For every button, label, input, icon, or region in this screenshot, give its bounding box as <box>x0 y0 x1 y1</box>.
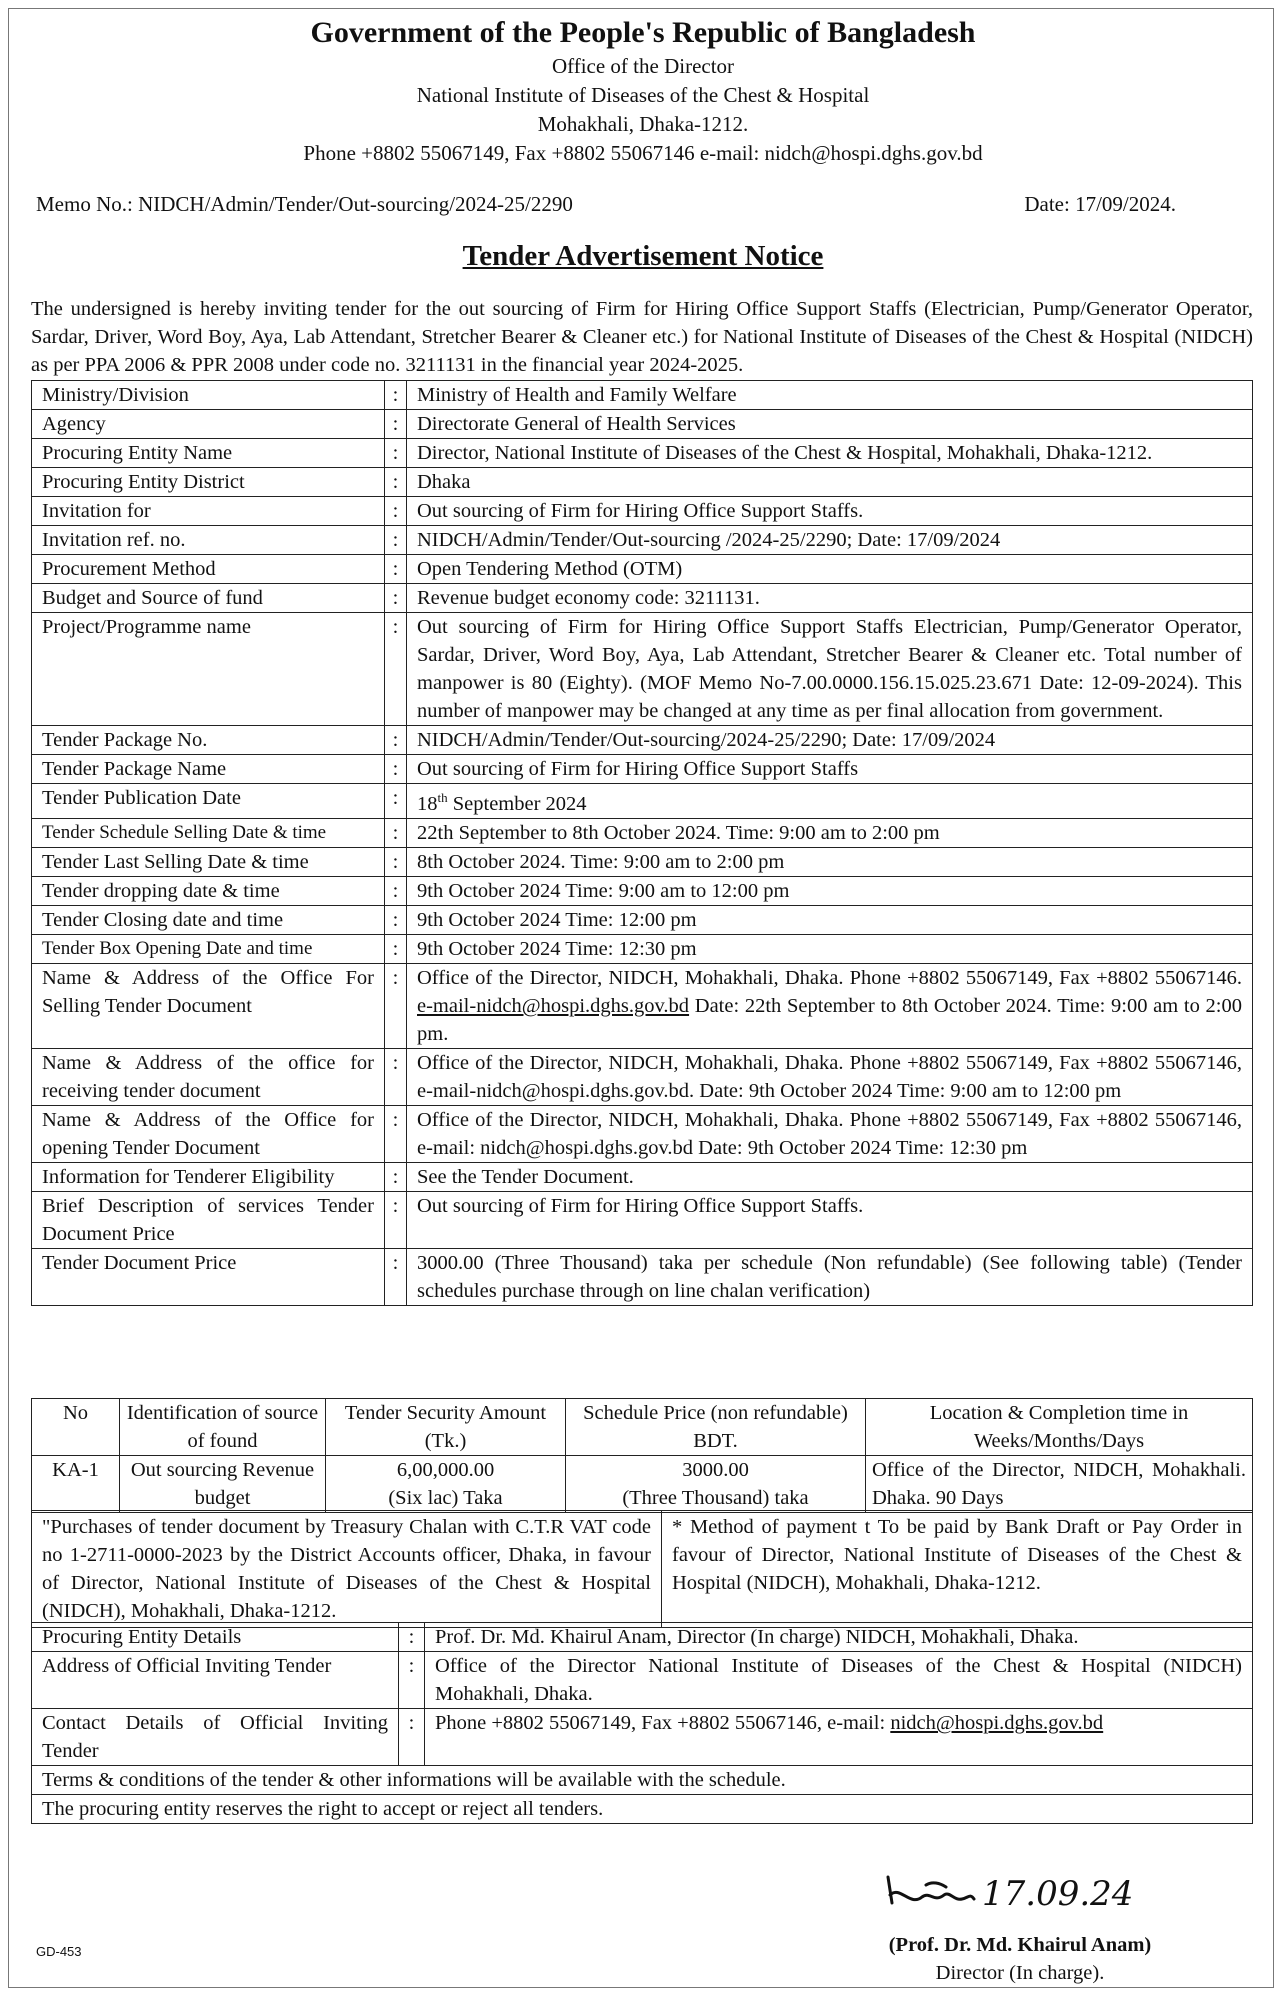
cell-price <box>566 1456 866 1513</box>
memo-date: Date: 17/09/2024. <box>1024 192 1176 216</box>
row-value <box>425 1709 1253 1766</box>
row-label: Ministry/Division <box>32 381 385 410</box>
colon: : <box>385 755 407 784</box>
col-header-no: No <box>32 1399 120 1456</box>
publication-month-year: September 2024 <box>447 792 587 815</box>
row-value: NIDCH/Admin/Tender/Out-sourcing/2024-25/2290; Date: 17/09/2024 <box>407 726 1253 755</box>
table-row <box>32 584 1253 613</box>
colon: : <box>385 1162 407 1191</box>
row-label: Tender Last Selling Date & time <box>32 847 385 876</box>
table-row <box>32 497 1253 526</box>
colon: : <box>385 613 407 726</box>
row-value: 8th October 2024. Time: 9:00 am to 2:00 pm <box>407 847 1253 876</box>
selling-office-email-link[interactable]: e-mail-nidch@hospi.dghs.gov.bd <box>417 994 690 1017</box>
contact-email-link[interactable]: nidch@hospi.dghs.gov.bd <box>890 1712 1104 1734</box>
intro-paragraph: The undersigned is hereby inviting tender for the out sourcing of Firm for Hiring Office Support Staffs (Electrician, Pump/Generator Operator, Sardar, Driver, Word Boy, Aya, Lab Attendant, Stretcher Bearer & Cleaner etc.) for National Institute of Diseases of the Chest & Hospital (NIDCH) as per PPA 2006 & PPR 2008 under code no. 3211131 in the financial year 2024-2025. <box>31 298 1253 376</box>
table-row <box>32 1105 1253 1162</box>
table-row <box>32 1511 1253 1628</box>
colon: : <box>385 876 407 905</box>
table-row <box>32 1623 1253 1652</box>
colon: : <box>385 1048 407 1105</box>
row-label: Agency <box>32 410 385 439</box>
row-value: 9th October 2024 Time: 9:00 am to 12:00 pm <box>407 876 1253 905</box>
row-label: Tender Document Price <box>32 1248 385 1305</box>
table-row <box>32 1766 1253 1795</box>
row-label: Project/Programme name <box>32 613 385 726</box>
contact-table <box>31 1622 1253 1824</box>
colon: : <box>385 584 407 613</box>
payment-table <box>31 1510 1253 1628</box>
col-header-price: Schedule Price (non refundable) BDT. <box>566 1399 866 1456</box>
institute-line: National Institute of Diseases of the Chest & Hospital <box>416 83 870 107</box>
row-value: Revenue budget economy code: 3211131. <box>407 584 1253 613</box>
colon: : <box>385 934 407 963</box>
row-value <box>407 963 1253 1048</box>
table-row <box>32 876 1253 905</box>
notice-title: Tender Advertisement Notice <box>462 240 824 272</box>
row-value: Out sourcing of Firm for Hiring Office Support Staffs. <box>407 497 1253 526</box>
table-row <box>32 439 1253 468</box>
office-line: Office of the Director <box>551 54 735 78</box>
col-header-location: Location & Completion time in Weeks/Months/Days <box>866 1399 1253 1456</box>
row-value <box>407 784 1253 819</box>
row-value: Ministry of Health and Family Welfare <box>407 381 1253 410</box>
table-row <box>32 1652 1253 1709</box>
signature-block <box>790 1855 1250 1987</box>
table-row <box>32 613 1253 726</box>
colon: : <box>385 818 407 847</box>
handwritten-date: 17.09.24 <box>982 1874 1134 1914</box>
row-label: Contact Details of Official Inviting Tender <box>32 1709 399 1766</box>
payment-treasury-note: "Purchases of tender document by Treasury Chalan with C.T.R VAT code no 1-2711-0000-2023 by the District Accounts officer, Dhaka, in favour of Director, National Institute of Diseases of the Chest & Hospital (NIDCH), Mohakhali, Dhaka-1212. <box>32 1511 662 1628</box>
row-value: NIDCH/Admin/Tender/Out-sourcing /2024-25/2290; Date: 17/09/2024 <box>407 526 1253 555</box>
row-value: Director, National Institute of Diseases of the Chest & Hospital, Mohakhali, Dhaka-1212. <box>407 439 1253 468</box>
table-row <box>32 381 1253 410</box>
table-row <box>32 818 1253 847</box>
colon: : <box>385 410 407 439</box>
address-line: Mohakhali, Dhaka-1212. <box>537 112 749 136</box>
row-label: Procuring Entity Name <box>32 439 385 468</box>
row-label: Procurement Method <box>32 555 385 584</box>
table-row <box>32 726 1253 755</box>
contact-phone-fax: Phone +8802 55067149, Fax +8802 55067146, e-mail: <box>435 1712 891 1734</box>
row-label: Brief Description of services Tender Document Price <box>32 1191 385 1248</box>
colon: : <box>385 726 407 755</box>
table-row <box>32 784 1253 819</box>
table-row <box>32 1191 1253 1248</box>
colon: : <box>385 439 407 468</box>
row-value: See the Tender Document. <box>407 1162 1253 1191</box>
colon: : <box>385 784 407 819</box>
row-value: 3000.00 (Three Thousand) taka per schedule (Non refundable) (See following table) (Tender schedules purchase through on line chalan verification) <box>407 1248 1253 1305</box>
security-words: (Six lac) Taka <box>388 1487 503 1509</box>
memo-number: Memo No.: NIDCH/Admin/Tender/Out-sourcing/2024-25/2290 <box>36 192 573 216</box>
colon: : <box>385 468 407 497</box>
col-header-security: Tender Security Amount (Tk.) <box>326 1399 566 1456</box>
row-label: Name & Address of the Office For Selling Tender Document <box>32 963 385 1048</box>
row-value: Office of the Director, NIDCH, Mohakhali, Dhaka. Phone +8802 55067149, Fax +8802 55067146, e-mail: nidch@hospi.dghs.gov.bd Date: 9th October 2024 Time: 12:30 pm <box>407 1105 1253 1162</box>
colon: : <box>385 1248 407 1305</box>
schedule-price-table <box>31 1398 1253 1513</box>
colon: : <box>385 497 407 526</box>
table-row <box>32 526 1253 555</box>
colon: : <box>385 381 407 410</box>
row-label: Tender Publication Date <box>32 784 385 819</box>
signatory-designation: Director (In charge). <box>935 1962 1105 1984</box>
government-title: Government of the People's Republic of Bangladesh <box>310 16 976 49</box>
table-header-row <box>32 1399 1253 1456</box>
row-value: 9th October 2024 Time: 12:30 pm <box>407 934 1253 963</box>
colon: : <box>385 847 407 876</box>
publication-day-suffix: th <box>437 790 448 805</box>
colon: : <box>399 1652 425 1709</box>
row-value: Directorate General of Health Services <box>407 410 1253 439</box>
security-amount: 6,00,000.00 <box>396 1459 495 1481</box>
table-row <box>32 963 1253 1048</box>
row-label: Tender Schedule Selling Date & time <box>32 818 385 847</box>
reserve-note: The procuring entity reserves the right to accept or reject all tenders. <box>32 1795 1253 1824</box>
signatory-name: (Prof. Dr. Md. Khairul Anam) <box>888 1934 1152 1956</box>
table-row <box>32 1248 1253 1305</box>
row-label: Address of Official Inviting Tender <box>32 1652 399 1709</box>
row-value: 9th October 2024 Time: 12:00 pm <box>407 905 1253 934</box>
table-row <box>32 905 1253 934</box>
colon: : <box>385 963 407 1048</box>
row-label: Procuring Entity District <box>32 468 385 497</box>
row-label: Tender Package Name <box>32 755 385 784</box>
cell-source: Out sourcing Revenue budget <box>120 1456 326 1513</box>
cell-no: KA-1 <box>32 1456 120 1513</box>
row-value: Office of the Director, NIDCH, Mohakhali, Dhaka. Phone +8802 55067149, Fax +8802 55067146, e-mail-nidch@hospi.dghs.gov.bd. Date: 9th October 2024 Time: 9:00 am to 12:00 pm <box>407 1048 1253 1105</box>
cell-security <box>326 1456 566 1513</box>
colon: : <box>399 1709 425 1766</box>
table-row <box>32 1795 1253 1824</box>
payment-method-note: * Method of payment t To be paid by Bank Draft or Pay Order in favour of Director, National Institute of Diseases of the Chest & Hospital (NIDCH), Mohakhali, Dhaka-1212. <box>662 1511 1253 1628</box>
table-row <box>32 1048 1253 1105</box>
row-value: Open Tendering Method (OTM) <box>407 555 1253 584</box>
terms-note: Terms & conditions of the tender & other informations will be available with the schedule. <box>32 1766 1253 1795</box>
row-value: Out sourcing of Firm for Hiring Office Support Staffs. <box>407 1191 1253 1248</box>
table-row <box>32 468 1253 497</box>
colon: : <box>385 526 407 555</box>
row-label: Name & Address of the office for receiving tender document <box>32 1048 385 1105</box>
contact-line: Phone +8802 55067149, Fax +8802 55067146 e-mail: nidch@hospi.dghs.gov.bd <box>303 141 983 165</box>
row-label: Tender Box Opening Date and time <box>32 934 385 963</box>
row-label: Budget and Source of fund <box>32 584 385 613</box>
table-row <box>32 1456 1253 1513</box>
row-label: Tender dropping date & time <box>32 876 385 905</box>
col-header-source: Identification of source of found <box>120 1399 326 1456</box>
colon: : <box>385 1191 407 1248</box>
table-row <box>32 410 1253 439</box>
row-value: Prof. Dr. Md. Khairul Anam, Director (In charge) NIDCH, Mohakhali, Dhaka. <box>425 1623 1253 1652</box>
row-label: Information for Tenderer Eligibility <box>32 1162 385 1191</box>
form-code: GD-453 <box>36 1944 82 1959</box>
row-label: Invitation for <box>32 497 385 526</box>
colon: : <box>385 1105 407 1162</box>
table-row <box>32 755 1253 784</box>
row-value: Dhaka <box>407 468 1253 497</box>
letterhead <box>0 14 1286 168</box>
table-row <box>32 555 1253 584</box>
colon: : <box>399 1623 425 1652</box>
table-row <box>32 934 1253 963</box>
table-row <box>32 1162 1253 1191</box>
row-label: Tender Closing date and time <box>32 905 385 934</box>
colon: : <box>385 905 407 934</box>
selling-office-dates: Date: 22th September to 8th October 2024. Time: 9:00 am to 2:00 pm. <box>417 994 1242 1045</box>
row-label: Tender Package No. <box>32 726 385 755</box>
table-row <box>32 1709 1253 1766</box>
price-words: (Three Thousand) taka <box>622 1487 809 1509</box>
selling-office-text: Office of the Director, NIDCH, Mohakhali, Dhaka. Phone +8802 55067149, Fax +8802 55067146. <box>417 966 1242 989</box>
cell-location: Office of the Director, NIDCH, Mohakhali. Dhaka. 90 Days <box>866 1456 1253 1513</box>
row-label: Name & Address of the Office for opening Tender Document <box>32 1105 385 1162</box>
handwritten-signature <box>870 1855 1170 1925</box>
price-amount: 3000.00 <box>682 1459 749 1481</box>
publication-day: 18 <box>417 792 438 815</box>
tender-info-table <box>31 380 1253 1306</box>
row-label: Invitation ref. no. <box>32 526 385 555</box>
colon: : <box>385 555 407 584</box>
table-row <box>32 847 1253 876</box>
row-value: Out sourcing of Firm for Hiring Office Support Staffs <box>407 755 1253 784</box>
row-label: Procuring Entity Details <box>32 1623 399 1652</box>
memo-row <box>36 190 1176 218</box>
row-value: 22th September to 8th October 2024. Time: 9:00 am to 2:00 pm <box>407 818 1253 847</box>
row-value: Office of the Director National Institute of Diseases of the Chest & Hospital (NIDCH) Mohakhali, Dhaka. <box>425 1652 1253 1709</box>
row-value: Out sourcing of Firm for Hiring Office Support Staffs Electrician, Pump/Generator Operator, Sardar, Driver, Word Boy, Aya, Lab Attendant, Stretcher Bearer & Cleaner etc. Total number of manpower is 80 (Eighty). (MOF Memo No-7.00.0000.156.15.025.23.671 Date: 12-09-2024). This number of manpower may be changed at any time as per final allocation from government. <box>407 613 1253 726</box>
